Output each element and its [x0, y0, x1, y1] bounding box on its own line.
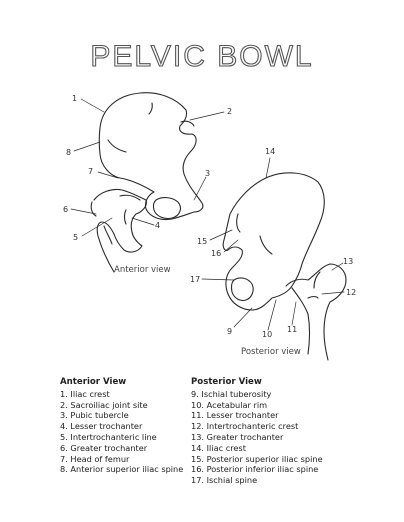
leader-lines	[71, 99, 344, 330]
legend-item: 7. Head of femur	[60, 453, 130, 464]
anterior-legend	[60, 377, 183, 475]
callout-6: 6	[63, 205, 69, 214]
legend-item: 14. Iliac crest	[191, 442, 246, 453]
posterior-legend-heading: Posterior View	[191, 377, 262, 387]
anterior-legend-heading: Anterior View	[60, 377, 127, 387]
legend-item: 4. Lesser trochanter	[60, 421, 143, 432]
legend-item: 16. Posterior inferior iliac spine	[191, 464, 319, 475]
callout-4: 4	[155, 221, 161, 230]
legend-item: 8. Anterior superior iliac spine	[60, 464, 184, 475]
callout-12: 12	[346, 288, 357, 297]
callout-5: 5	[73, 233, 79, 242]
legend-item: 3. Pubic tubercle	[60, 410, 129, 421]
callout-10: 10	[262, 330, 273, 339]
posterior-hip-bone	[223, 173, 324, 310]
callout-1: 1	[72, 94, 78, 103]
anterior-view-caption: Anterior view	[114, 265, 171, 275]
posterior-legend	[191, 377, 323, 486]
anterior-femur	[91, 189, 146, 272]
page-title: PELVIC BOWL	[90, 40, 314, 73]
legend-item: 5. Intertrochanteric line	[60, 431, 157, 442]
posterior-view-caption: Posterior view	[241, 347, 301, 357]
callout-3: 3	[205, 169, 211, 178]
callout-16: 16	[211, 249, 222, 258]
callout-14: 14	[265, 147, 276, 156]
legend-item: 12. Intertrochanteric crest	[191, 421, 299, 432]
callout-15: 15	[197, 237, 208, 246]
callout-2: 2	[227, 107, 233, 116]
legend-item: 6. Greater trochanter	[60, 442, 148, 453]
legend-item: 10. Acetabular rim	[191, 399, 268, 410]
legend-item: 11. Lesser trochanter	[191, 410, 279, 421]
legend-item: 2. Sacroiliac joint site	[60, 399, 148, 410]
callout-7: 7	[88, 167, 94, 176]
callout-17: 17	[190, 275, 201, 284]
callout-9: 9	[227, 327, 233, 336]
callout-8: 8	[66, 148, 72, 157]
callout-13: 13	[343, 257, 354, 266]
legend-item: 15. Posterior superior iliac spine	[191, 453, 323, 464]
anterior-hip-bone	[99, 93, 203, 220]
legend-item: 17. Ischial spine	[191, 475, 258, 486]
callout-11: 11	[287, 325, 298, 334]
legend-item: 1. Iliac crest	[60, 388, 110, 399]
posterior-femur	[286, 264, 346, 360]
legend-item: 13. Greater trochanter	[191, 431, 284, 442]
legend-item: 9. Ischial tuberosity	[191, 388, 272, 399]
